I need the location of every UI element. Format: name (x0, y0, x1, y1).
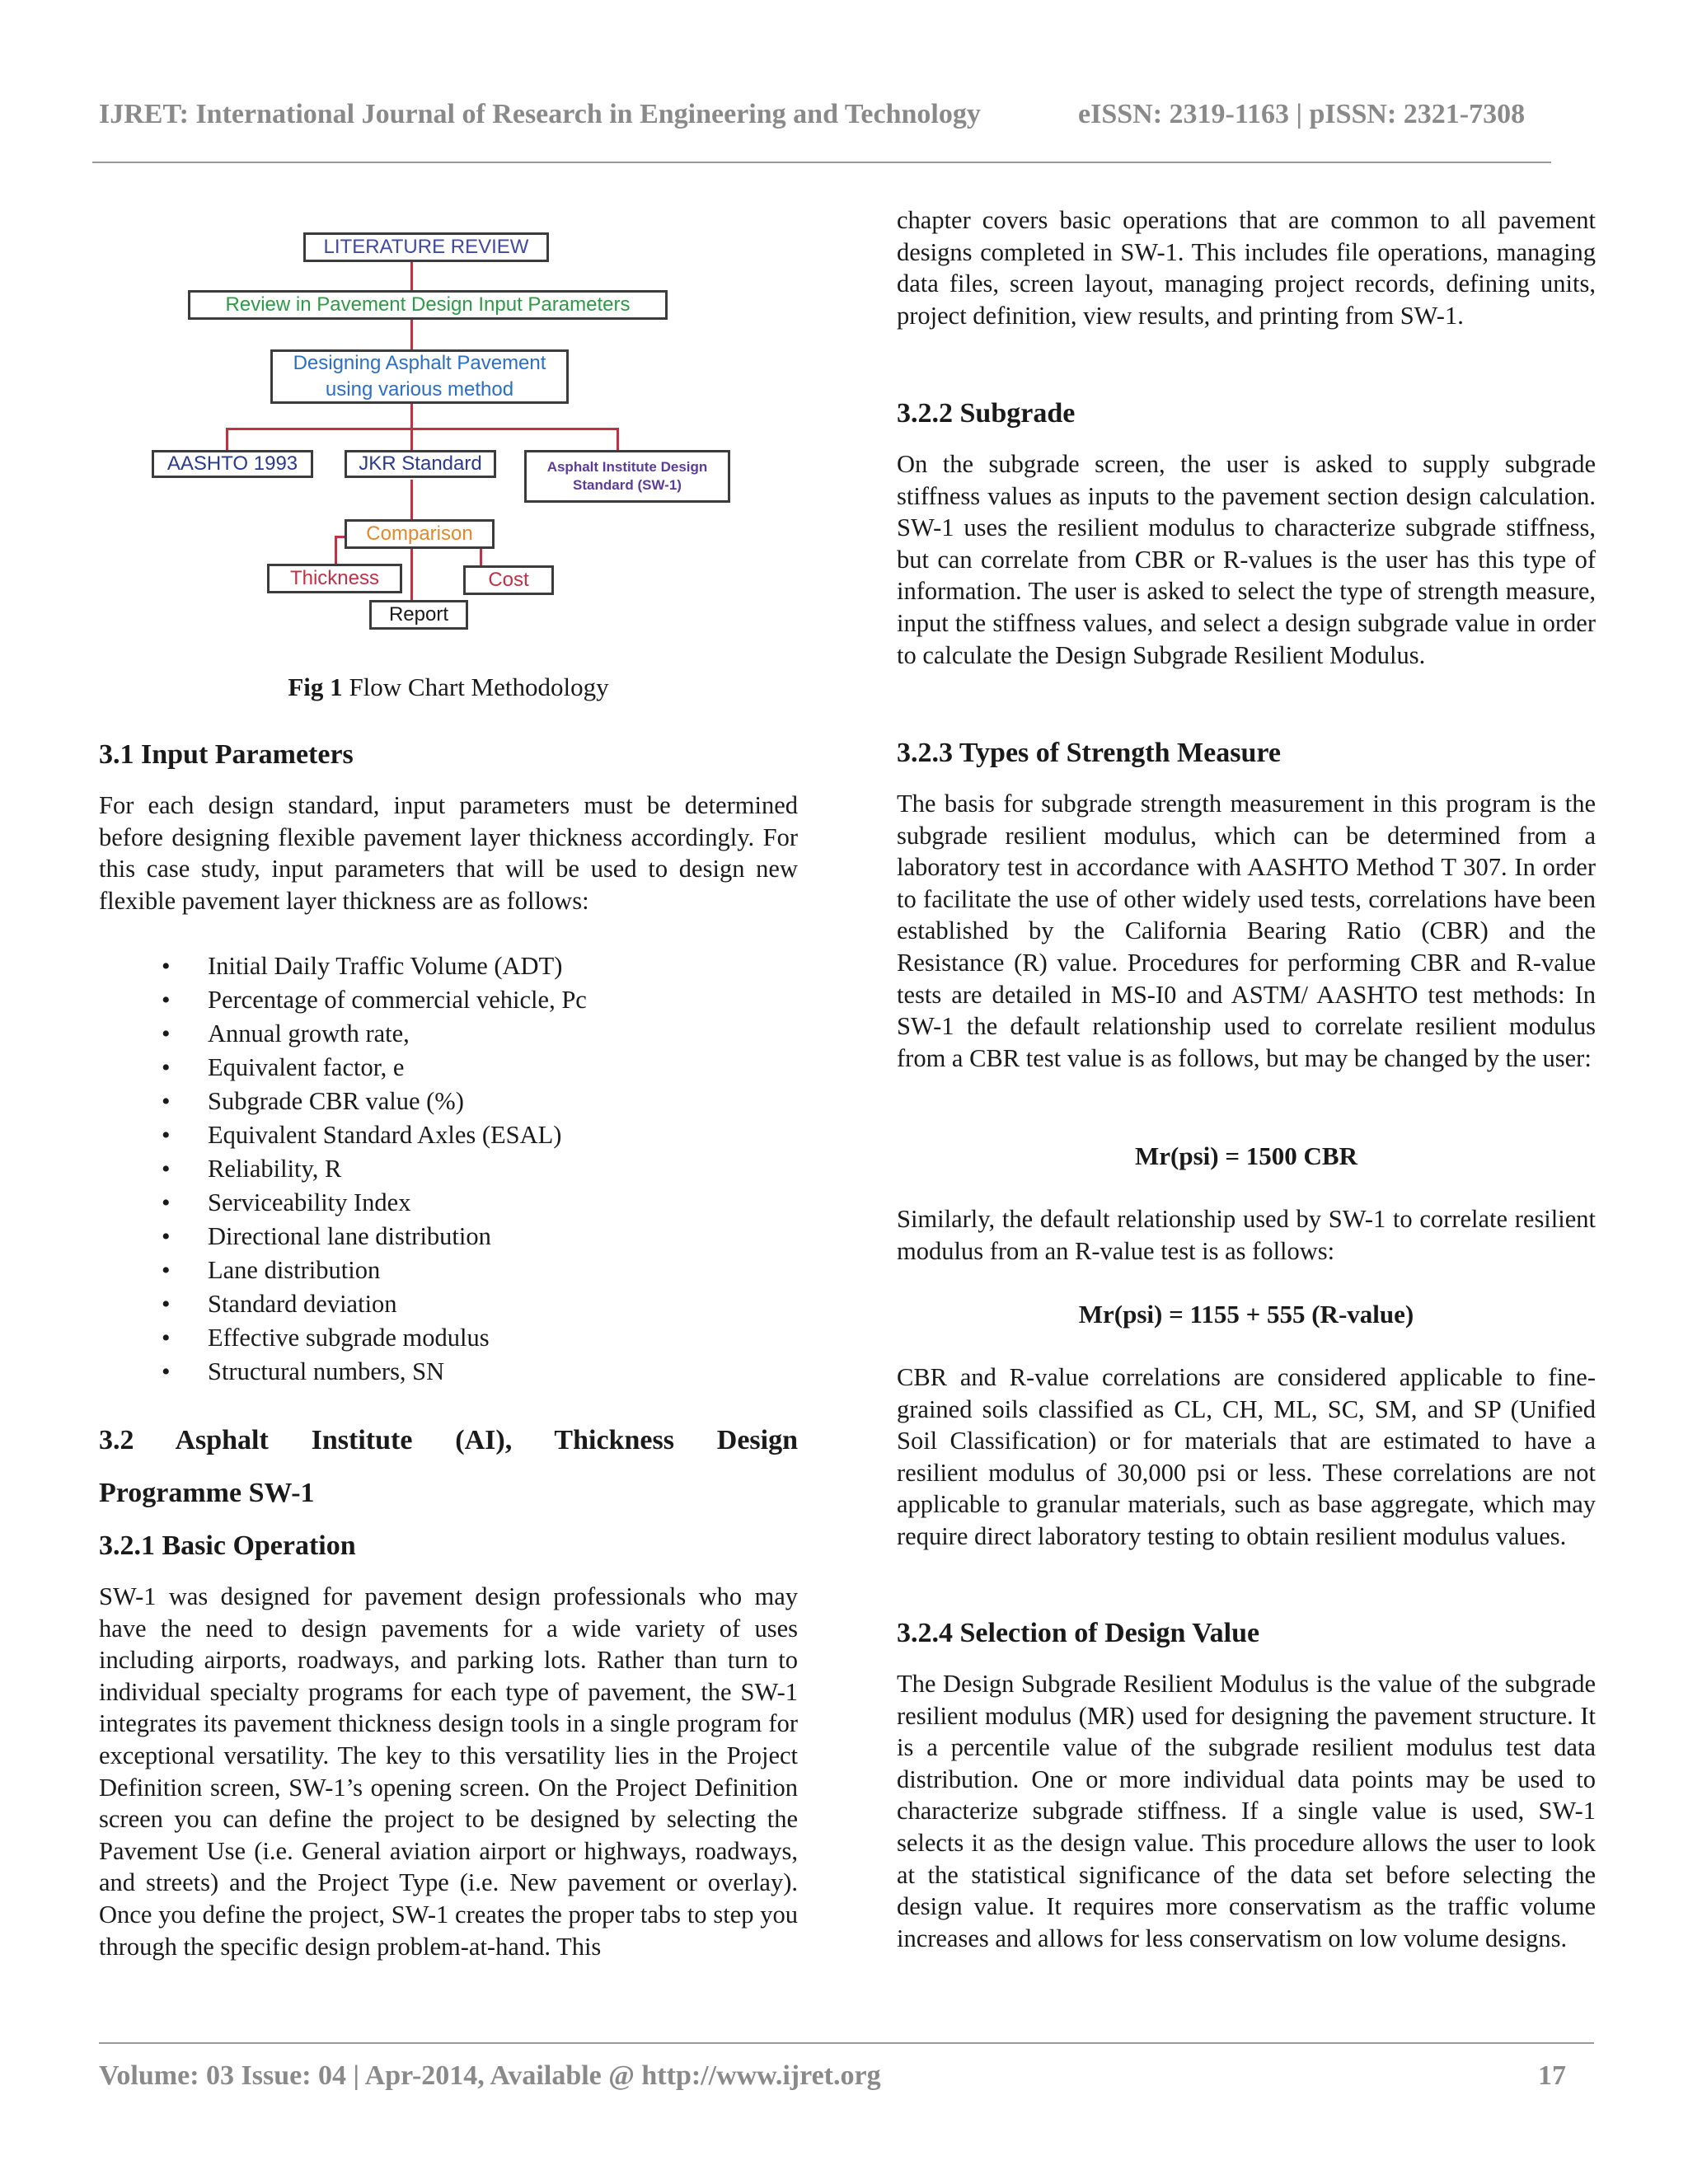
report-box (369, 600, 468, 630)
literature-review-label: LITERATURE REVIEW (323, 236, 529, 258)
issn-info: eISSN: 2319-1163 | pISSN: 2321-7308 (1078, 99, 1526, 129)
asphalt-institute-box (524, 450, 730, 503)
asphalt-institute-label-1: Asphalt Institute Design (546, 459, 708, 475)
cost-label: Cost (488, 569, 529, 591)
section-3-2-heading-line2: Programme SW-1 (99, 1478, 315, 1508)
aashto-label: AASHTO 1993 (166, 452, 298, 475)
list-item: • Lane distribution (99, 1254, 798, 1287)
connector-line (410, 402, 413, 429)
figure-caption-text: Flow Chart Methodology (342, 673, 609, 701)
similarly-paragraph: Similarly, the default relationship used by SW-1 to correlate resilient modulus from an R-value test is as follows: (897, 1205, 1596, 1265)
figure-caption-label: Fig 1 (288, 673, 343, 701)
section-3-2-1-heading: 3.2.1 Basic Operation (99, 1530, 356, 1561)
footer-divider (99, 2042, 1594, 2044)
section-3-2-1-paragraph: SW-1 was designed for pavement design professionals who may have the need to design pavements for a wide variety of uses including airports, roadways, and parking lots. Rather than turn to individual specialty programs for each type of pavement, the SW-1 integrates its pavement thickness design tools in a single program for exceptional versatility. The key to this versatility lies in the Project Definition screen, SW-1’s opening screen. On the Project Definition screen you can define the project to be designed by selecting the Pavement Use (i.e. General aviation airport or highways, roadways, and streets) and the Project Type (i.e. New pavement or overlay). Once you define the project, SW-1 creates the proper tabs to step you through the specific design problem-at-hand. This (99, 1582, 798, 1961)
section-3-2-3-heading: 3.2.3 Types of Strength Measure (897, 738, 1281, 768)
thickness-label: Thickness (289, 567, 380, 589)
list-item: • Directional lane distribution (99, 1220, 798, 1254)
review-inputs-box (188, 290, 668, 320)
section-3-1-heading: 3.1 Input Parameters (99, 739, 354, 770)
section-3-1-paragraph: For each design standard, input parameters must be determined before designing flexible pavement layer thickness accordingly. For this case study, input parameters that will be used to design new flexible pavement layer thickness are as follows: (99, 791, 798, 915)
list-item: • Serviceability Index (99, 1186, 798, 1220)
section-3-2-heading-line1: 3.2 Asphalt Institute (AI), Thickness Design (99, 1425, 798, 1455)
journal-title: IJRET: International Journal of Research in Engineering and Technology (99, 99, 981, 129)
connector-line (410, 428, 413, 451)
connector-line (410, 262, 413, 290)
thickness-box (267, 564, 402, 593)
cost-box (463, 565, 554, 595)
connector-line (335, 536, 337, 564)
equation-cbr: Mr(psi) = 1500 CBR (1135, 1141, 1357, 1170)
aashto-box (152, 450, 313, 478)
continued-paragraph: chapter covers basic operations that are common to all pavement designs completed in SW-1. This includes file operations, managing data files, screen layout, managing project records, defining units, project definition, view results, and printing from SW-1. (897, 206, 1596, 330)
figure-caption (99, 673, 798, 702)
section-3-2-4-heading: 3.2.4 Selection of Design Value (897, 1618, 1260, 1648)
comparison-label: Comparison (366, 523, 473, 545)
connector-line (410, 549, 413, 574)
page-number: 17 (1538, 2060, 1566, 2091)
connector-line (410, 480, 413, 519)
list-item: • Subgrade CBR value (%) (99, 1085, 798, 1118)
list-item: • Equivalent factor, e (99, 1051, 798, 1085)
asphalt-institute-label-2: Standard (SW-1) (573, 477, 682, 493)
input-parameters-list (99, 949, 798, 1389)
list-item: • Percentage of commercial vehicle, Pc (99, 983, 798, 1017)
equation-r-value: Mr(psi) = 1155 + 555 (R-value) (1078, 1300, 1414, 1329)
section-3-2-4-paragraph: The Design Subgrade Resilient Modulus is the value of the subgrade resilient modulus (MR) used for designing the pavement structure. It is a percentile value of the subgrade resilient modulus test data distribution. One or more individual data points may be used to characterize subgrade stiffness. If a single value is used, SW-1 selects it as the design value. This procedure allows the user to look at the statistical significance of the data set before selecting the design value. It requires more conservatism as the traffic volume increases and allows for less conservatism on low volume designs. (897, 1670, 1596, 1952)
comparison-box (345, 519, 495, 549)
connector-line (410, 574, 413, 600)
designing-method-label-2: using various method (325, 378, 514, 401)
review-inputs-label: Review in Pavement Design Input Parameters (225, 293, 631, 316)
list-item: • Annual growth rate, (99, 1017, 798, 1051)
section-3-2-2-paragraph: On the subgrade screen, the user is asked to supply subgrade stiffness values as inputs to the pavement section design calculation. SW-1 uses the resilient modulus to characterize subgrade stiffness, but can correlate from CBR or R-values is the user has this type of information. The user is asked to select the type of strength measure, input the stiffness values, and select a design subgrade value in order to calculate the Design Subgrade Resilient Modulus. (897, 450, 1596, 669)
footer-volume-info: Volume: 03 Issue: 04 | Apr-2014, Available @ http://www.ijret.org (99, 2060, 881, 2091)
connector-line (226, 428, 228, 451)
section-3-2-2-heading: 3.2.2 Subgrade (897, 398, 1076, 429)
header-divider (92, 162, 1551, 163)
connector-line (410, 320, 413, 349)
section-3-2-3-paragraph: The basis for subgrade strength measurement in this program is the subgrade resilient modulus, which can be determined from a laboratory test in accordance with AASHTO Method T 307. In order to facilitate the use of other widely used tests, correlations have been established by the California Bearing Ratio (CBR) and the Resistance (R) value. Procedures for performing CBR and R-value tests are detailed in MS-I0 and ASTM/ AASHTO test methods: In SW-1 the default relationship used to correlate resilient modulus from a CBR test value is as follows, but may be changed by the user: (897, 790, 1596, 1072)
list-item: • Reliability, R (99, 1152, 798, 1186)
connector-line (617, 428, 619, 451)
jkr-box (345, 450, 496, 478)
flow-chart-figure (145, 227, 755, 648)
list-item: • Initial Daily Traffic Volume (ADT) (99, 949, 798, 983)
literature-review-box (303, 232, 549, 262)
jkr-label: JKR Standard (359, 452, 482, 475)
designing-method-label-1: Designing Asphalt Pavement (293, 352, 546, 374)
list-item: • Structural numbers, SN (99, 1355, 798, 1389)
list-item: • Standard deviation (99, 1287, 798, 1321)
list-item: • Equivalent Standard Axles (ESAL) (99, 1118, 798, 1152)
report-label: Report (388, 603, 449, 626)
designing-method-box (270, 349, 569, 404)
connector-line (226, 428, 618, 430)
cbr-correlation-paragraph: CBR and R-value correlations are considered applicable to fine-grained soils classified as CL, CH, ML, SC, SM, and SP (Unified Soil Classification) or for materials that are estimated to have a resilient modulus of 30,000 psi or less. These correlations are not applicable to granular materials, such as base aggregate, which may require direct laboratory testing to obtain resilient modulus values. (897, 1363, 1596, 1550)
list-item: • Effective subgrade modulus (99, 1321, 798, 1355)
